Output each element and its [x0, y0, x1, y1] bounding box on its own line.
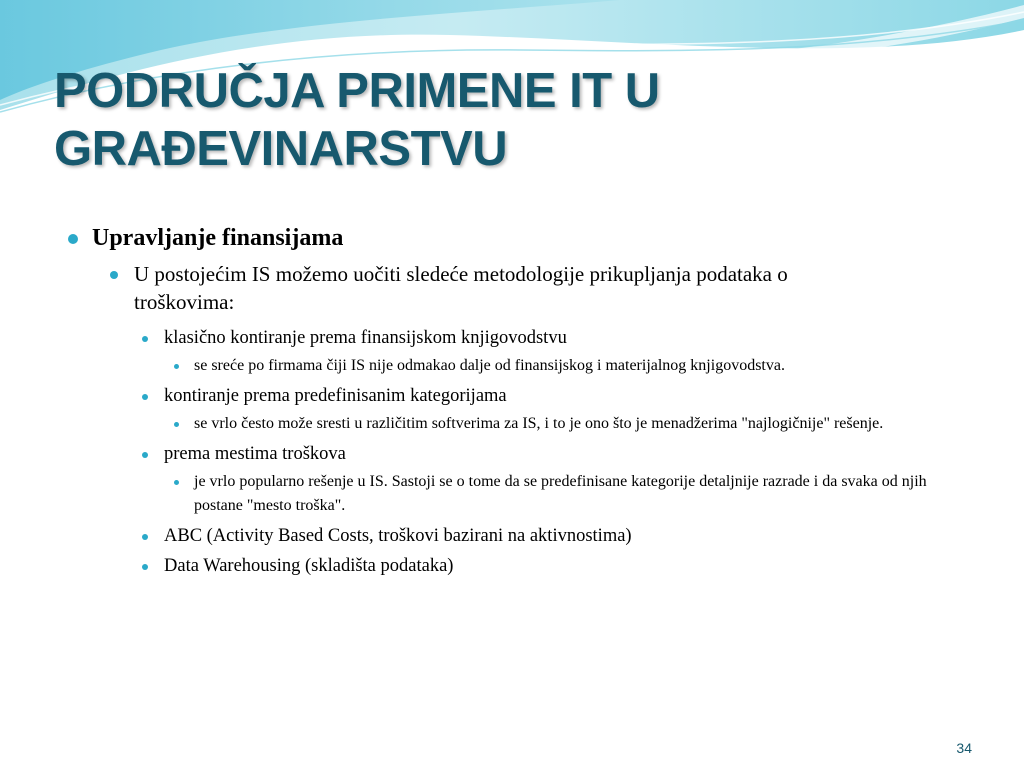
bullet-dot-icon [174, 480, 179, 485]
method-note-text: se vrlo često može sresti u različitim softverima za IS, i to je ono što je menadžerima "najlogičnije" rešenje. [194, 415, 884, 432]
method-note-text: je vrlo popularno rešenje u IS. Sastoji se o tome da se predefinisane kategorije detaljnije razrade i da svaka od njih postane "mesto troška". [194, 473, 927, 514]
bullet-dot-icon [174, 364, 179, 369]
method-label: prema mestima troškova [164, 444, 346, 464]
bullet-level2 [106, 260, 874, 316]
method-label: Data Warehousing (skladišta podataka) [164, 556, 454, 576]
bullet-dot-icon [142, 564, 148, 570]
method-label: kontiranje prema predefinisanim kategorijama [164, 386, 507, 406]
slide-title: PODRUČJA PRIMENE IT U GRAĐEVINARSTVU [54, 64, 660, 176]
method-note [170, 354, 934, 378]
method-note [170, 412, 934, 436]
method-item [140, 326, 960, 350]
bullet-dot-icon [142, 336, 148, 342]
bullet-level1 [60, 222, 960, 254]
bullet-dot-icon [142, 452, 148, 458]
bullet-dot-icon [142, 534, 148, 540]
method-item [140, 384, 960, 408]
method-item [140, 524, 960, 548]
method-label: ABC (Activity Based Costs, troškovi bazirani na aktivnostima) [164, 526, 632, 546]
intro-text: U postojećim IS možemo uočiti sledeće metodologije prikupljanja podataka o troškovima: [134, 262, 788, 314]
method-label: klasično kontiranje prema finansijskom knjigovodstvu [164, 328, 567, 348]
slide-content [60, 222, 960, 578]
slide-number: 34 [956, 740, 972, 756]
method-item [140, 442, 960, 466]
method-note-text: se sreće po firmama čiji IS nije odmakao dalje od finansijskog i materijalnog knjigovodstva. [194, 357, 785, 374]
method-item [140, 554, 960, 578]
bullet-dot-icon [110, 271, 118, 279]
bullet-dot-icon [142, 394, 148, 400]
bullet-dot-icon [174, 422, 179, 427]
bullet-dot-icon [68, 234, 78, 244]
section-heading: Upravljanje finansijama [92, 225, 344, 251]
method-note [170, 470, 934, 518]
